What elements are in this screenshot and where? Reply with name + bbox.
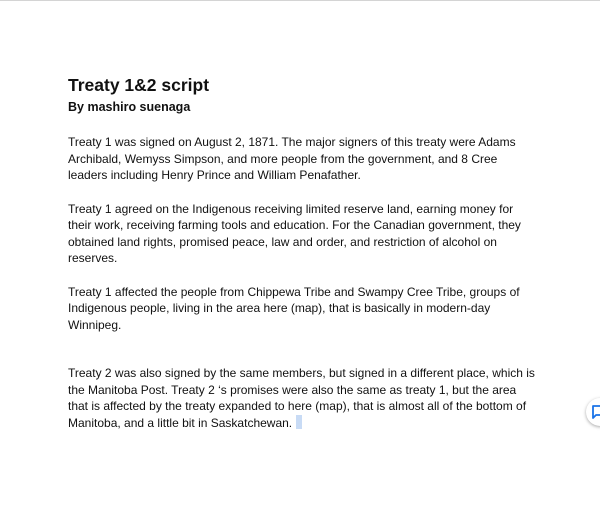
add-comment-button[interactable] — [586, 398, 600, 426]
paragraph-treaty1-signing: Treaty 1 was signed on August 2, 1871. The major signers of this treaty were Adams Archibald, Wemyss Simpson, and more people from the government, and 8 Cree leaders including Henry Prince and William Penafather. — [68, 135, 516, 182]
comment-add-icon — [592, 405, 600, 419]
paragraph-treaty2-text: Treaty 2 was also signed by the same members, but signed in a different place, which is the Manitoba Post. Treaty 2 ‘s promises were also the same as treaty 1, but the area that is affected by the treaty expanded to here (map), that is almost all of the bottom of Manitoba, and a little bit in Saskatchewan. — [68, 366, 535, 430]
document-page[interactable] — [0, 4, 600, 522]
paragraph-treaty1-agreement: Treaty 1 agreed on the Indigenous receiving limited reserve land, earning money for their work, receiving farming tools and education. For the Canadian government, they obtained land rights, promised peace, law and order, and restriction of alcohol on reserves. — [68, 201, 521, 265]
text-cursor-selection[interactable] — [296, 415, 302, 429]
paragraph-treaty1-affected: Treaty 1 affected the people from Chippewa Tribe and Swampy Cree Tribe, groups of Indigenous people, living in the area here (map), that is basically in modern-day Winnipeg. — [68, 284, 520, 332]
document-body[interactable] — [68, 74, 538, 431]
paragraph-treaty2 — [68, 365, 538, 431]
document-author: By mashiro suenaga — [68, 100, 191, 114]
document-title: Treaty 1&2 script — [68, 75, 210, 95]
